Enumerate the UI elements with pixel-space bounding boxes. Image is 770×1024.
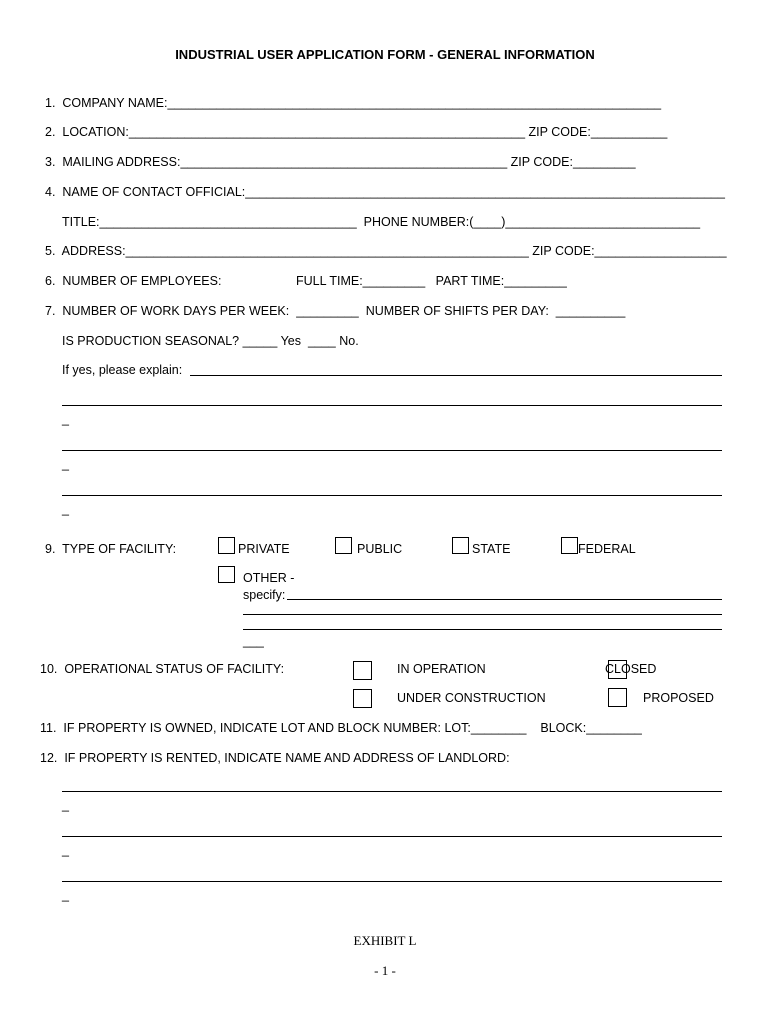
state-label: STATE <box>472 542 511 556</box>
proposed-checkbox[interactable] <box>608 688 627 707</box>
page-number: - 1 - <box>374 963 396 978</box>
operational-status-label: 10. OPERATIONAL STATUS OF FACILITY: <box>40 662 285 676</box>
mailing-address-line[interactable]: 3. MAILING ADDRESS:_______________________________________________ ZIP CODE:_________ <box>45 155 636 169</box>
employees-label: 6. NUMBER OF EMPLOYEES: <box>45 274 222 288</box>
company-name-line[interactable]: 1. COMPANY NAME:_______________________________________________________________________ <box>45 96 662 110</box>
specify-rule-1[interactable] <box>287 599 722 600</box>
federal-checkbox[interactable] <box>561 537 578 554</box>
facility-type-label: 9. TYPE OF FACILITY: <box>45 542 177 556</box>
proposed-label: PROPOSED <box>643 691 714 705</box>
other-checkbox[interactable] <box>218 566 235 583</box>
landlord-rule-3[interactable] <box>62 881 722 882</box>
property-rented-label: 12. IF PROPERTY IS RENTED, INDICATE NAME AND ADDRESS OF LANDLORD: <box>40 751 510 765</box>
contact-official-line[interactable]: 4. NAME OF CONTACT OFFICIAL:_____________________________________________________________________ <box>45 185 725 199</box>
full-part-time-line[interactable]: FULL TIME:_________ PART TIME:_________ <box>296 274 567 288</box>
explain-dash-3: _ <box>62 457 69 471</box>
specify-tail: ___ <box>243 634 264 648</box>
under-construction-checkbox[interactable] <box>353 689 372 708</box>
specify-label: specify: <box>243 588 286 602</box>
title-phone-line[interactable]: TITLE:_____________________________________ PHONE NUMBER:(____)____________________________ <box>62 215 701 229</box>
property-owned-line[interactable]: 11. IF PROPERTY IS OWNED, INDICATE LOT AND BLOCK NUMBER: LOT:________ BLOCK:________ <box>40 721 642 735</box>
private-checkbox[interactable] <box>218 537 235 554</box>
federal-label: FEDERAL <box>578 542 636 556</box>
other-label: OTHER - <box>243 571 295 585</box>
explain-dash-2: _ <box>62 412 69 426</box>
address-line[interactable]: 5. ADDRESS:__________________________________________________________ ZIP CODE:___________________ <box>45 244 727 258</box>
seasonal-line[interactable]: IS PRODUCTION SEASONAL? _____ Yes ____ No. <box>62 334 359 348</box>
closed-label: CLOSED <box>605 662 657 676</box>
explain-label: If yes, please explain: <box>62 363 183 377</box>
private-label: PRIVATE <box>238 542 290 556</box>
landlord-rule-1[interactable] <box>62 791 722 792</box>
landlord-dash-3: _ <box>62 888 69 902</box>
page-title: INDUSTRIAL USER APPLICATION FORM - GENERAL INFORMATION <box>175 47 595 62</box>
public-checkbox[interactable] <box>335 537 352 554</box>
in-operation-label: IN OPERATION <box>397 662 486 676</box>
under-construction-label: UNDER CONSTRUCTION <box>397 691 546 705</box>
state-checkbox[interactable] <box>452 537 469 554</box>
explain-rule-4[interactable] <box>62 495 722 496</box>
location-line[interactable]: 2. LOCATION:_________________________________________________________ ZIP CODE:___________ <box>45 125 668 139</box>
specify-rule-3[interactable] <box>243 629 722 630</box>
explain-dash-4: _ <box>62 502 69 516</box>
explain-rule-1[interactable] <box>190 375 722 376</box>
work-days-shifts-line[interactable]: 7. NUMBER OF WORK DAYS PER WEEK: _________ NUMBER OF SHIFTS PER DAY: __________ <box>45 304 626 318</box>
explain-rule-3[interactable] <box>62 450 722 451</box>
public-label: PUBLIC <box>357 542 403 556</box>
exhibit-label: EXHIBIT L <box>353 933 417 948</box>
in-operation-checkbox[interactable] <box>353 661 372 680</box>
specify-rule-2[interactable] <box>243 614 722 615</box>
explain-rule-2[interactable] <box>62 405 722 406</box>
landlord-dash-1: _ <box>62 798 69 812</box>
landlord-rule-2[interactable] <box>62 836 722 837</box>
landlord-dash-2: _ <box>62 843 69 857</box>
